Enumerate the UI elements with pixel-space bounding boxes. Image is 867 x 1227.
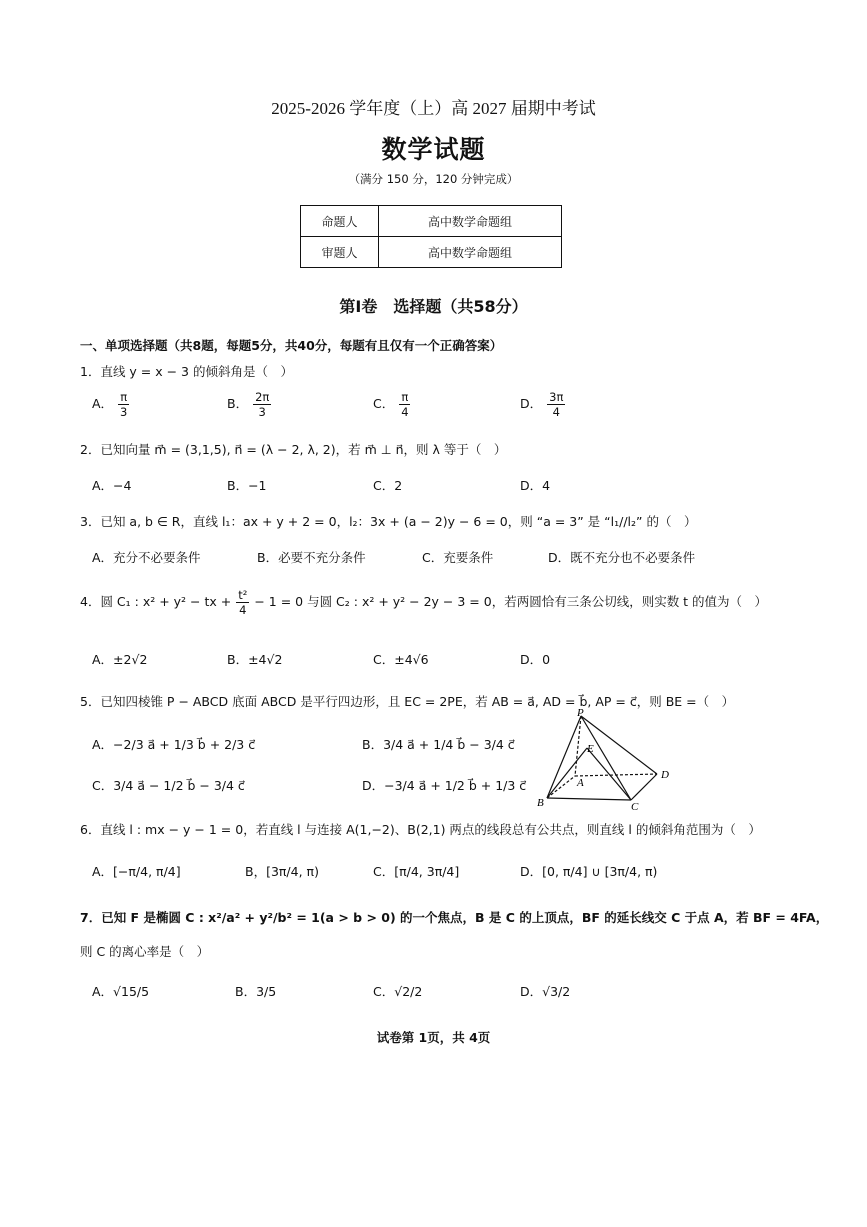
question-3-option-b: B．必要不充分条件 (257, 550, 366, 565)
numerator: π (401, 390, 409, 404)
staff-table (300, 205, 562, 268)
question-4-option-d: D．0 (520, 652, 551, 667)
question-5-option-b: B．3/4 a⃗ + 1/4 b⃗ − 3/4 c⃗ (362, 737, 515, 752)
question-6-option-a: A．[−π/4, π/4] (92, 864, 181, 879)
staff-value: 高中数学命题组 (379, 206, 562, 237)
exam-note: （满分 150 分，120 分钟完成） (348, 172, 519, 186)
numerator: π (120, 390, 128, 404)
question-5-option-a: A．−2/3 a⃗ + 1/3 b⃗ + 2/3 c⃗ (92, 737, 256, 752)
table-row (301, 237, 562, 268)
fraction (399, 390, 410, 419)
section-title: 一、单项选择题（共8题，每题5分，共40分，每题有且仅有一个正确答案） (80, 338, 503, 353)
stem-text: − 1 = 0 与圆 C₂ : x² + y² − 2y − 3 = 0，若两圆恰有三条公切线，则实数 t 的值为（ ） (254, 594, 768, 609)
figure-label-a: A (577, 777, 584, 789)
pyramid-figure (535, 708, 675, 812)
subject-title: 数学试题 (381, 135, 486, 164)
question-4-option-b: B．±4√2 (227, 652, 283, 667)
option-label: B． (227, 396, 249, 411)
question-4-option-a: A．±2√2 (92, 652, 148, 667)
page-footer: 试卷第 1页，共 4页 (376, 1030, 491, 1045)
question-2-option-d: D．4 (520, 478, 551, 493)
table-row (301, 206, 562, 237)
fraction (547, 390, 565, 419)
question-3-option-a: A．充分不必要条件 (92, 550, 201, 565)
question-1-option-d (520, 390, 566, 419)
denominator: 4 (239, 603, 247, 617)
option-label: C． (373, 396, 395, 411)
denominator: 3 (120, 405, 128, 419)
question-4-option-c: C．±4√6 (373, 652, 429, 667)
stem-text: 4．圆 C₁ : x² + y² − tx + (80, 594, 232, 609)
question-7-stem-continued: 则 C 的离心率是（ ） (80, 944, 210, 959)
question-1-option-a (92, 390, 130, 419)
part-title: 第Ⅰ卷 选择题（共58分） (339, 297, 528, 316)
question-6-option-d: D．[0, π/4] ∪ [3π/4, π) (520, 864, 658, 879)
staff-key: 命题人 (301, 206, 379, 237)
question-2-option-c: C．2 (373, 478, 403, 493)
figure-label-c: C (631, 801, 639, 812)
option-label: D． (520, 396, 543, 411)
numerator: 3π (549, 390, 564, 404)
question-3-option-c: C．充要条件 (422, 550, 494, 565)
question-1-option-b (227, 390, 272, 419)
numerator: 2π (255, 390, 270, 404)
option-label: A． (92, 396, 114, 411)
question-7-option-c: C．√2/2 (373, 984, 423, 999)
question-1-option-c (373, 390, 412, 419)
fraction (253, 390, 271, 419)
question-6-stem: 6．直线 l : mx − y − 1 = 0，若直线 l 与连接 A(1,−2)、B(2,1) 两点的线段总有公共点，则直线 l 的倾斜角范围为（ ） (80, 822, 761, 837)
denominator: 4 (552, 405, 560, 419)
question-3-option-d: D．既不充分也不必要条件 (548, 550, 696, 565)
question-1-stem: 1．直线 y = x − 3 的倾斜角是（ ） (80, 364, 293, 379)
staff-value: 高中数学命题组 (379, 237, 562, 268)
denominator: 4 (401, 405, 409, 419)
exam-title: 2025-2026 学年度（上）高 2027 届期中考试 (271, 99, 596, 118)
staff-key: 审题人 (301, 237, 379, 268)
denominator: 3 (258, 405, 266, 419)
question-5-stem: 5．已知四棱锥 P − ABCD 底面 ABCD 是平行四边形，且 EC = 2PE，若 AB = a⃗, AD = b⃗, AP = c⃗，则 BE =（ ） (80, 694, 735, 709)
figure-label-b: B (537, 797, 544, 809)
figure-label-p: P (577, 708, 584, 719)
question-7-option-b: B．3/5 (235, 984, 277, 999)
question-5-option-d: D．−3/4 a⃗ + 1/2 b⃗ + 1/3 c⃗ (362, 778, 527, 793)
question-7-option-d: D．√3/2 (520, 984, 571, 999)
question-4-stem (80, 588, 767, 617)
numerator: t² (238, 588, 248, 602)
question-7-stem: 7．已知 F 是椭圆 C : x²/a² + y²/b² = 1(a > b > 0) 的一个焦点，B 是 C 的上顶点，BF 的延长线交 C 于点 A，若 BF = 4FA， (80, 910, 829, 925)
question-2-option-a: A．−4 (92, 478, 132, 493)
question-3-stem: 3．已知 a, b ∈ R，直线 l₁：ax + y + 2 = 0，l₂：3x + (a − 2)y − 6 = 0，则 “a = 3” 是 “l₁//l₂” 的（ ） (80, 514, 697, 529)
fraction (118, 390, 129, 419)
question-2-stem: 2．已知向量 m⃗ = (3,1,5), n⃗ = (λ − 2, λ, 2)，若 m⃗ ⊥ n⃗，则 λ 等于（ ） (80, 442, 507, 457)
figure-label-e: E (587, 743, 594, 755)
question-6-option-b: B，[3π/4, π) (245, 864, 319, 879)
question-6-option-c: C．[π/4, 3π/4] (373, 864, 460, 879)
fraction (236, 588, 249, 617)
figure-label-d: D (661, 769, 669, 781)
question-7-option-a: A．√15/5 (92, 984, 150, 999)
question-2-option-b: B．−1 (227, 478, 267, 493)
question-5-option-c: C．3/4 a⃗ − 1/2 b⃗ − 3/4 c⃗ (92, 778, 245, 793)
